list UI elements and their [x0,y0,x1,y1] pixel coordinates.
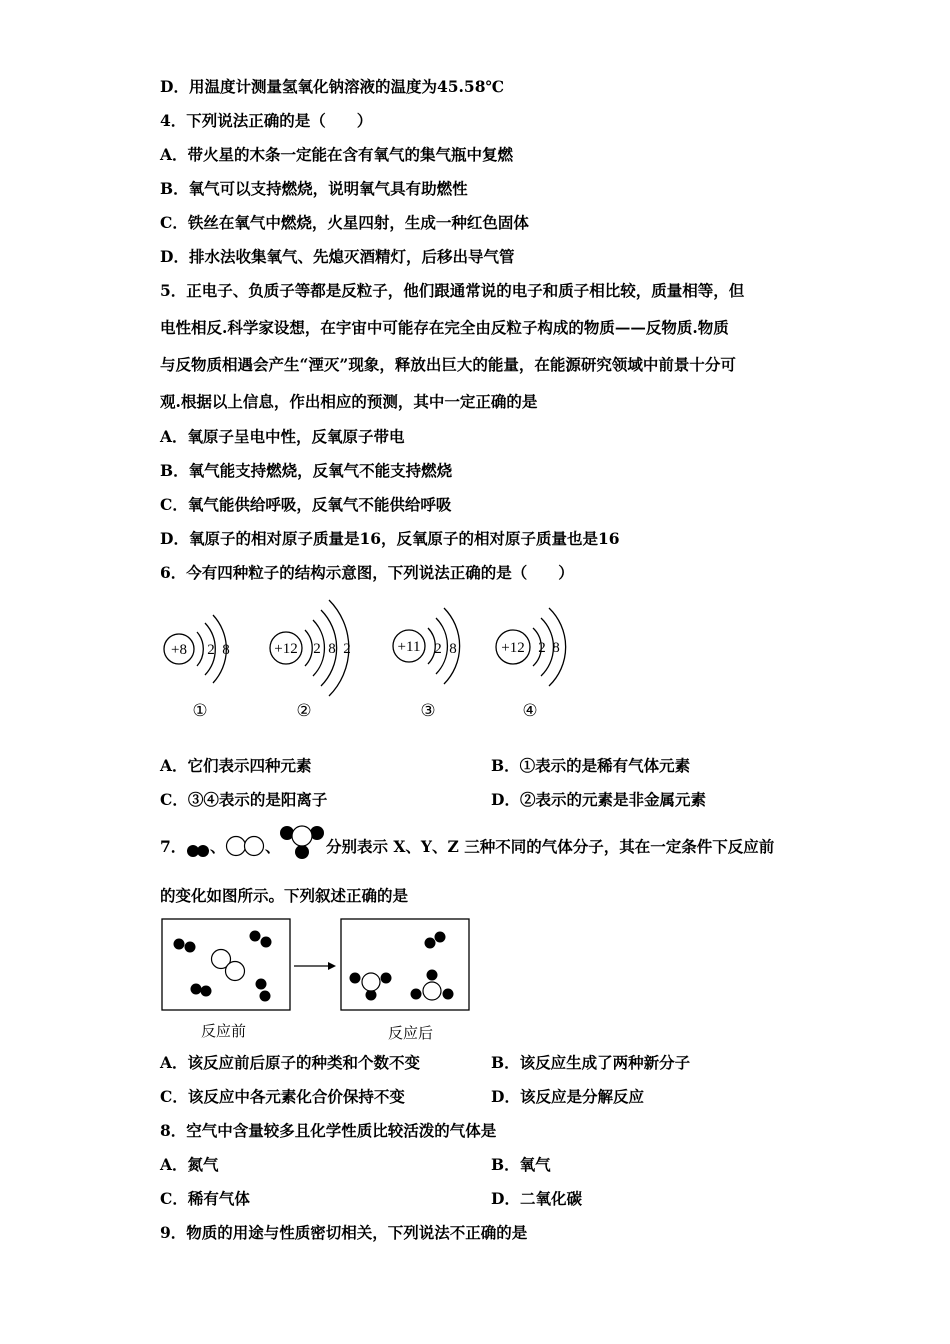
molecule-x-icon [186,842,210,858]
shell-count-2-2: 8 [328,641,336,657]
q5-stem-line3: 与反物质相遇会产生“湮灭”现象，释放出巨大的能量，在能源研究领域中前景十分可 [160,355,736,374]
nucleus-charge-1: +8 [171,642,187,658]
q9-stem: 9．物质的用途与性质密切相关，下列说法不正确的是 [160,1223,528,1242]
q7-option-b: B．该反应生成了两种新分子 [491,1053,691,1072]
shell-count-1-1: 2 [207,642,215,658]
q7-option-a: A．该反应前后原子的种类和个数不变 [160,1053,421,1072]
q6-option-c: C．③④表示的是阳离子 [160,790,328,809]
q8-stem: 8．空气中含量较多且化学性质比较活泼的气体是 [160,1121,497,1140]
q8-option-d: D．二氧化碳 [491,1189,582,1208]
q5-stem-line4: 观.根据以上信息，作出相应的预测，其中一定正确的是 [160,392,538,411]
q5-option-a: A．氧原子呈电中性，反氧原子带电 [160,427,405,446]
q6-stem: 6．今有四种粒子的结构示意图，下列说法正确的是（ ） [160,563,574,582]
q4-option-d: D．排水法收集氧气、先熄灭酒精灯，后移出导气管 [160,247,515,266]
shell-count-3-2: 8 [449,641,457,657]
q8-option-a: A．氮气 [160,1155,219,1174]
diagram-label-4: ④ [522,701,538,720]
shell-count-3-1: 2 [434,641,442,657]
after-label: 反应后 [388,1024,434,1042]
shell-count-4-1: 2 [538,640,546,656]
q5-option-c: C．氧气能供给呼吸，反氧气不能供给呼吸 [160,495,452,514]
q6-option-b: B．①表示的是稀有气体元素 [491,756,691,775]
q7-separator-2: 、 [265,837,281,856]
shell-count-1-2: 8 [222,642,230,658]
q5-option-d: D．氧原子的相对原子质量是16，反氧原子的相对原子质量也是16 [160,529,620,548]
q5-stem-line2: 电性相反.科学家设想，在宇宙中可能存在完全由反粒子构成的物质——反物质.物质 [160,318,729,337]
nucleus-charge-4: +12 [501,640,525,656]
q8-option-c: C．稀有气体 [160,1189,250,1208]
q4-option-c: C．铁丝在氧气中燃烧，火星四射，生成一种红色固体 [160,213,529,232]
q6-option-d: D．②表示的元素是非金属元素 [491,790,706,809]
q4-option-b: B．氧气可以支持燃烧，说明氧气具有助燃性 [160,179,468,198]
q5-stem-line1: 5．正电子、负质子等都是反粒子，他们跟通常说的电子和质子相比较，质量相等，但 [160,281,745,300]
q7-option-d: D．该反应是分解反应 [491,1087,644,1106]
before-label: 反应前 [201,1022,247,1040]
q4-option-a: A．带火星的木条一定能在含有氧气的集气瓶中复燃 [160,145,514,164]
shell-count-2-3: 2 [343,641,351,657]
reaction-arrowhead [328,962,336,970]
q8-option-b: B．氧气 [491,1155,551,1174]
q6-option-a: A．它们表示四种元素 [160,756,312,775]
q7-option-c: C．该反应中各元素化合价保持不变 [160,1087,405,1106]
shell-arc-1-1 [197,632,203,666]
q5-option-b: B．氧气能支持燃烧，反氧气不能支持燃烧 [160,461,453,480]
nucleus-charge-2: +12 [274,641,298,657]
shell-count-2-1: 2 [313,641,321,657]
diagram-label-2: ② [296,701,312,720]
shell-count-4-2: 8 [552,640,560,656]
reaction-diagram [160,916,472,1016]
q7-stem-line2: 的变化如图所示。下列叙述正确的是 [160,886,409,905]
diagram-label-3: ③ [420,701,436,720]
nucleus-charge-3: +11 [397,639,421,655]
q7-number: 7． [160,837,187,856]
q4-stem: 4．下列说法正确的是（ ） [160,111,373,130]
molecule-y-icon [225,834,267,858]
q7-separator-1: 、 [210,837,226,856]
q7-stem-rest: 分别表示 X、Y、Z 三种不同的气体分子，其在一定条件下反应前 [326,837,775,856]
shell-arc-2-1 [305,630,312,666]
atom-structure-diagrams [150,588,590,728]
molecule-z-icon [279,823,325,861]
diagram-label-1: ① [192,701,208,720]
q3-option-d: D．用温度计测量氢氧化钠溶液的温度为45.58℃ [160,77,505,96]
